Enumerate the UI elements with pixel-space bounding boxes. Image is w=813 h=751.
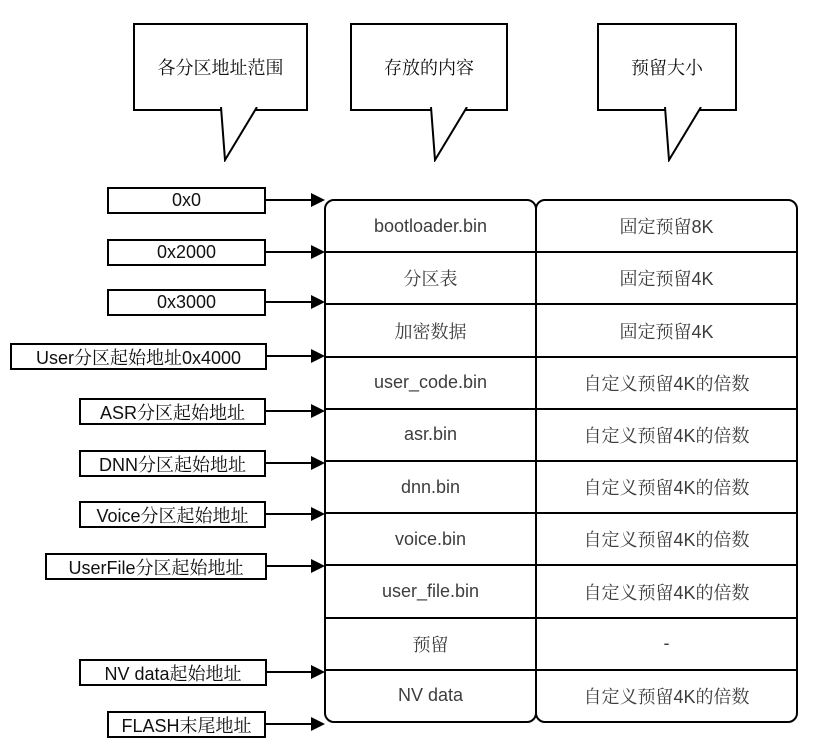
arrow-right-icon — [265, 507, 325, 521]
reserved-cell: 自定义预留4K的倍数 — [537, 408, 796, 460]
callout-address-range — [133, 23, 308, 111]
address-box-voice: Voice分区起始地址 — [79, 501, 266, 528]
content-cell: 预留 — [326, 617, 535, 669]
partition-table-content-column — [324, 199, 537, 723]
reserved-cell: 自定义预留4K的倍数 — [537, 669, 796, 721]
callout-reserved-size-label: 预留大小 — [631, 58, 703, 78]
reserved-cell: 自定义预留4K的倍数 — [537, 564, 796, 616]
content-cell: NV data — [326, 669, 535, 721]
reserved-cell: - — [537, 617, 796, 669]
reserved-cell: 自定义预留4K的倍数 — [537, 356, 796, 408]
content-cell: voice.bin — [326, 512, 535, 564]
content-cell: user_code.bin — [326, 356, 535, 408]
arrow-right-icon — [265, 245, 325, 259]
address-box-0x0: 0x0 — [107, 187, 266, 214]
arrow-right-icon — [265, 456, 325, 470]
reserved-cell: 自定义预留4K的倍数 — [537, 460, 796, 512]
content-cell: 加密数据 — [326, 303, 535, 355]
content-cell: user_file.bin — [326, 564, 535, 616]
address-box-asr: ASR分区起始地址 — [79, 398, 266, 425]
reserved-cell: 固定预留4K — [537, 251, 796, 303]
address-box-0x3000: 0x3000 — [107, 289, 266, 316]
callout-tail-icon — [663, 107, 703, 162]
callout-reserved-size — [597, 23, 737, 111]
arrow-right-icon — [265, 404, 325, 418]
arrow-right-icon — [265, 193, 325, 207]
content-cell: bootloader.bin — [373, 215, 488, 236]
content-cell: 分区表 — [326, 251, 535, 303]
partition-table — [324, 199, 798, 723]
arrow-right-icon — [265, 295, 325, 309]
address-box-nvdata: NV data起始地址 — [79, 659, 267, 686]
callout-tail-icon — [429, 107, 469, 162]
reserved-cell: 自定义预留4K的倍数 — [537, 512, 796, 564]
address-box-dnn: DNN分区起始地址 — [79, 450, 266, 477]
callout-stored-content — [350, 23, 508, 111]
content-cell: dnn.bin — [326, 460, 535, 512]
content-cell: asr.bin — [326, 408, 535, 460]
address-box-0x2000: 0x2000 — [107, 239, 266, 266]
callout-address-range-label: 各分区地址范围 — [157, 58, 284, 78]
reserved-cell: 固定预留8K — [619, 217, 714, 238]
address-box-flash-end: FLASH末尾地址 — [107, 711, 266, 738]
arrow-right-icon — [265, 665, 325, 679]
partition-table-reserved-column — [535, 199, 798, 723]
arrow-right-icon — [265, 559, 325, 573]
arrow-right-icon — [265, 349, 325, 363]
callout-stored-content-label: 存放的内容 — [384, 58, 474, 78]
arrow-right-icon — [265, 717, 325, 731]
reserved-cell: 固定预留4K — [537, 303, 796, 355]
callout-tail-icon — [219, 107, 259, 162]
address-box-user: User分区起始地址0x4000 — [10, 343, 267, 370]
address-box-userfile: UserFile分区起始地址 — [45, 553, 267, 580]
